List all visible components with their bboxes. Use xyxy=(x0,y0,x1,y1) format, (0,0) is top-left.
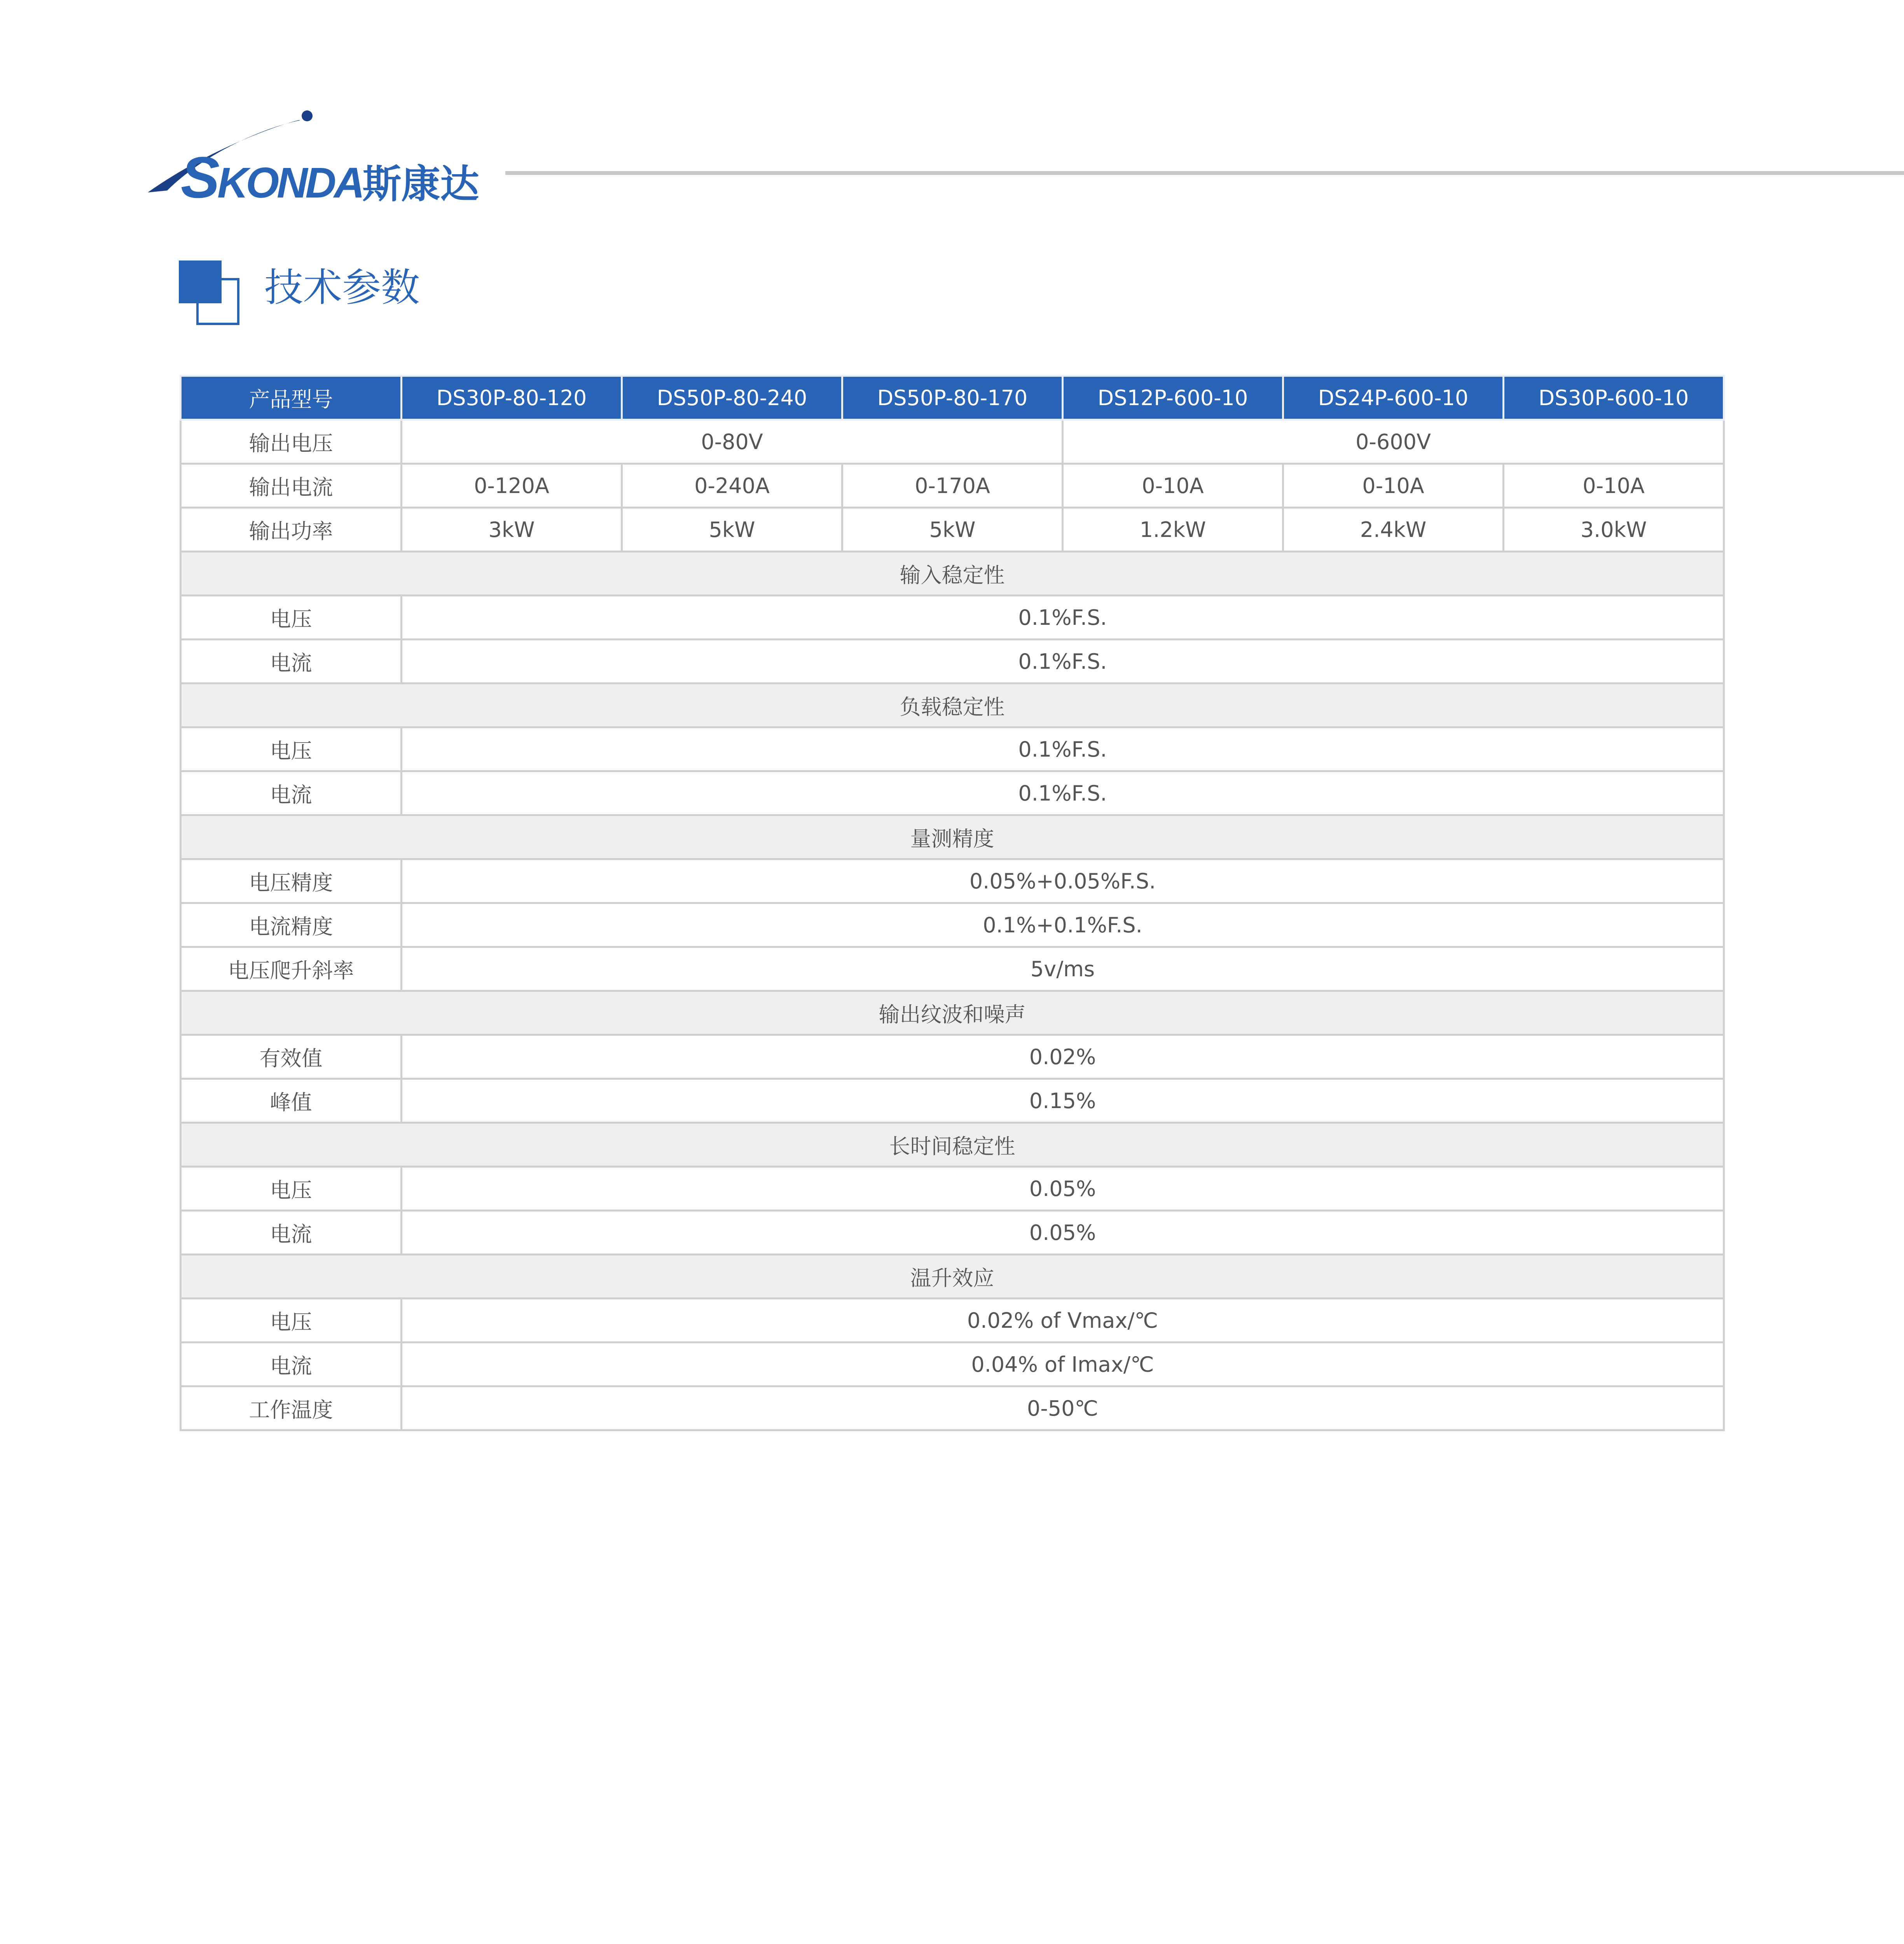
table-section-row xyxy=(181,684,1724,727)
section-heading: 温升效应 xyxy=(181,1255,1724,1299)
section-heading: 长时间稳定性 xyxy=(181,1123,1724,1167)
model-header: DS50P-80-240 xyxy=(622,376,842,420)
table-section-row xyxy=(181,815,1724,859)
row-label: 电压 xyxy=(181,596,402,640)
row-label: 电流 xyxy=(181,640,402,684)
row-label: 电压 xyxy=(181,1299,402,1343)
table-row xyxy=(181,596,1724,640)
row-value: 5kW xyxy=(622,508,842,552)
table-row xyxy=(181,771,1724,815)
row-value: 3kW xyxy=(402,508,622,552)
row-value: 0.1%F.S. xyxy=(402,640,1724,684)
table-row xyxy=(181,420,1724,464)
section-title: 技术参数 xyxy=(264,265,420,310)
row-value: 0.05% xyxy=(402,1167,1724,1211)
table-row xyxy=(181,1211,1724,1255)
spec-table xyxy=(180,375,1725,1431)
row-label: 工作温度 xyxy=(181,1386,402,1430)
row-value: 0.1%F.S. xyxy=(402,727,1724,771)
brand-name-cn: 斯康达 xyxy=(362,163,479,206)
brand-name-en: KONDA xyxy=(217,159,363,207)
row-value: 0.15% xyxy=(402,1079,1724,1123)
row-value: 0-80V xyxy=(402,420,1063,464)
row-label: 电流 xyxy=(181,1343,402,1386)
row-value: 0.1%F.S. xyxy=(402,596,1724,640)
row-value: 0-120A xyxy=(402,464,622,508)
table-row xyxy=(181,727,1724,771)
row-label: 电压精度 xyxy=(181,859,402,903)
table-section-row xyxy=(181,1255,1724,1299)
brand-wordmark xyxy=(181,144,479,211)
table-section-row xyxy=(181,1123,1724,1167)
table-row xyxy=(181,464,1724,508)
table-row xyxy=(181,1079,1724,1123)
table-section-row xyxy=(181,552,1724,596)
row-value: 3.0kW xyxy=(1504,508,1724,552)
model-header: DS24P-600-10 xyxy=(1283,376,1504,420)
row-value: 0.02% xyxy=(402,1035,1724,1079)
header-divider xyxy=(505,171,1904,175)
table-row xyxy=(181,1343,1724,1386)
row-value: 0.05%+0.05%F.S. xyxy=(402,859,1724,903)
section-heading: 量测精度 xyxy=(181,815,1724,859)
section-heading: 输入稳定性 xyxy=(181,552,1724,596)
table-row xyxy=(181,859,1724,903)
table-row xyxy=(181,1167,1724,1211)
row-label: 输出功率 xyxy=(181,508,402,552)
row-value: 0.05% xyxy=(402,1211,1724,1255)
table-row xyxy=(181,508,1724,552)
table-row xyxy=(181,1386,1724,1430)
row-label: 电流精度 xyxy=(181,903,402,947)
table-row xyxy=(181,1299,1724,1343)
model-header: DS12P-600-10 xyxy=(1063,376,1283,420)
row-value: 0-240A xyxy=(622,464,842,508)
row-value: 0-170A xyxy=(842,464,1063,508)
section-heading: 负载稳定性 xyxy=(181,684,1724,727)
row-label: 电流 xyxy=(181,1211,402,1255)
brand-logo xyxy=(144,105,479,210)
row-value: 0-10A xyxy=(1283,464,1504,508)
row-value: 0-600V xyxy=(1063,420,1724,464)
row-value: 5kW xyxy=(842,508,1063,552)
row-label: 电压 xyxy=(181,727,402,771)
table-section-row xyxy=(181,991,1724,1035)
row-value: 1.2kW xyxy=(1063,508,1283,552)
row-value: 0-10A xyxy=(1063,464,1283,508)
row-value: 0.1%+0.1%F.S. xyxy=(402,903,1724,947)
row-label: 电流 xyxy=(181,771,402,815)
row-value: 0-10A xyxy=(1504,464,1724,508)
square-bracket-icon xyxy=(179,260,241,327)
table-row xyxy=(181,1035,1724,1079)
row-label: 电压 xyxy=(181,1167,402,1211)
table-header-row xyxy=(181,376,1724,420)
row-label: 有效值 xyxy=(181,1035,402,1079)
header-label: 产品型号 xyxy=(181,376,402,420)
row-value: 2.4kW xyxy=(1283,508,1504,552)
row-value: 0-50℃ xyxy=(402,1386,1724,1430)
model-header: DS30P-80-120 xyxy=(402,376,622,420)
table-row xyxy=(181,640,1724,684)
section-heading: 输出纹波和噪声 xyxy=(181,991,1724,1035)
model-header: DS30P-600-10 xyxy=(1504,376,1724,420)
row-label: 电压爬升斜率 xyxy=(181,947,402,991)
table-row xyxy=(181,903,1724,947)
row-label: 输出电流 xyxy=(181,464,402,508)
row-label: 输出电压 xyxy=(181,420,402,464)
row-value: 0.02% of Vmax/℃ xyxy=(402,1299,1724,1343)
row-value: 5v/ms xyxy=(402,947,1724,991)
table-row xyxy=(181,947,1724,991)
brand-name-initial: S xyxy=(181,145,218,210)
row-value: 0.1%F.S. xyxy=(402,771,1724,815)
row-label: 峰值 xyxy=(181,1079,402,1123)
model-header: DS50P-80-170 xyxy=(842,376,1063,420)
row-value: 0.04% of Imax/℃ xyxy=(402,1343,1724,1386)
